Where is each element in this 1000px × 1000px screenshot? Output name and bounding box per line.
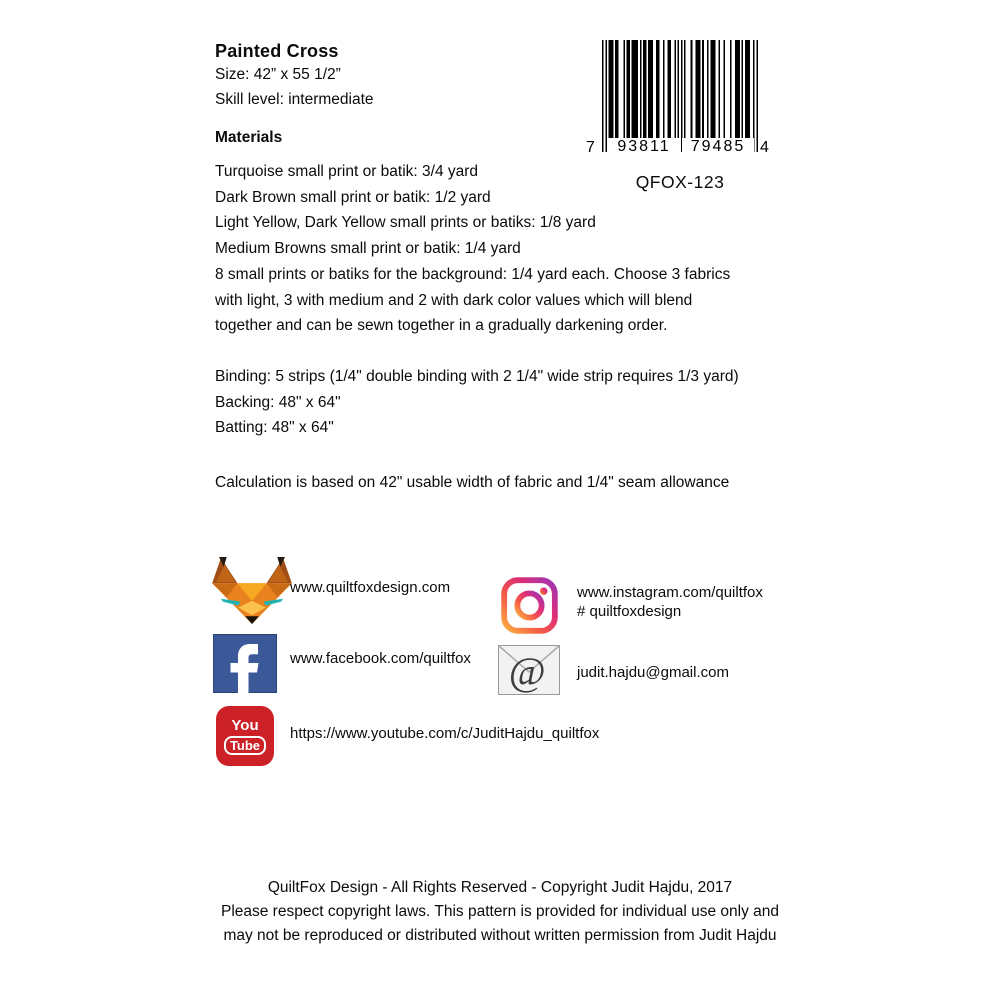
materials-line: Medium Browns small print or batik: 1/4 yard [215, 240, 521, 258]
license-line-2: may not be reproduced or distributed without written permission from Judit Hajdu [223, 927, 777, 944]
binding-backing-batting [215, 364, 739, 441]
copyright-line: QuiltFox Design - All Rights Reserved - Copyright Judit Hajdu, 2017 [267, 879, 733, 896]
materials-line: with light, 3 with medium and 2 with dark color values which will blend [215, 291, 693, 309]
youtube-link[interactable]: https://www.youtube.com/c/JuditHajdu_quiltfox [290, 725, 600, 742]
materials-line: Dark Brown small print or batik: 1/2 yard [215, 188, 491, 206]
facebook-link[interactable]: www.facebook.com/quiltfox [290, 650, 471, 667]
youtube-logo-text-top: You [231, 716, 259, 734]
binding-line: Binding: 5 strips (1/4" double binding with 2 1/4" wide strip requires 1/3 yard) [215, 368, 739, 385]
youtube-icon[interactable] [216, 706, 274, 766]
license-line-1: Please respect copyright laws. This pattern is provided for individual use only and [220, 903, 779, 920]
quiltfox-fox-logo-icon[interactable] [211, 557, 293, 625]
materials-line: together and can be sewn together in a gradually darkening order. [215, 317, 668, 335]
instagram-links[interactable] [577, 583, 763, 621]
barcode-digits-left: 93811 [608, 138, 680, 156]
materials-line: Turquoise small print or batik: 3/4 yard [215, 163, 479, 180]
barcode-digit-trail: 4 [760, 139, 771, 156]
materials-line: Light Yellow, Dark Yellow small prints or batiks: 1/8 yard [215, 214, 596, 232]
skill-level-line: Skill level: intermediate [215, 91, 374, 108]
instagram-icon[interactable] [501, 577, 558, 634]
upc-barcode [602, 40, 758, 152]
barcode-digit-lead: 7 [586, 139, 597, 156]
facebook-icon[interactable] [213, 634, 277, 693]
materials-line: 8 small prints or batiks for the background: 1/4 yard each. Choose 3 fabrics [215, 265, 731, 283]
instagram-link[interactable]: www.instagram.com/quiltfox [577, 584, 763, 601]
calculation-note: Calculation is based on 42" usable width of fabric and 1/4" seam allowance [215, 474, 730, 491]
svg-text:@: @ [508, 649, 546, 694]
instagram-hashtag: # quiltfoxdesign [577, 603, 682, 620]
page-title: Painted Cross [215, 41, 339, 61]
youtube-logo-text-bottom: Tube [224, 736, 266, 755]
batting-line: Batting: 48" x 64" [215, 419, 334, 437]
pattern-sku: QFOX-123 [635, 172, 725, 192]
email-icon[interactable] [498, 645, 560, 695]
barcode-digits-right: 79485 [682, 138, 754, 156]
backing-line: Backing: 48" x 64" [215, 393, 341, 411]
website-link[interactable]: www.quiltfoxdesign.com [290, 579, 451, 596]
email-link[interactable]: judit.hajdu@gmail.com [577, 664, 729, 681]
materials-heading: Materials [215, 129, 283, 146]
size-line: Size: 42” x 55 1/2” [215, 66, 341, 83]
